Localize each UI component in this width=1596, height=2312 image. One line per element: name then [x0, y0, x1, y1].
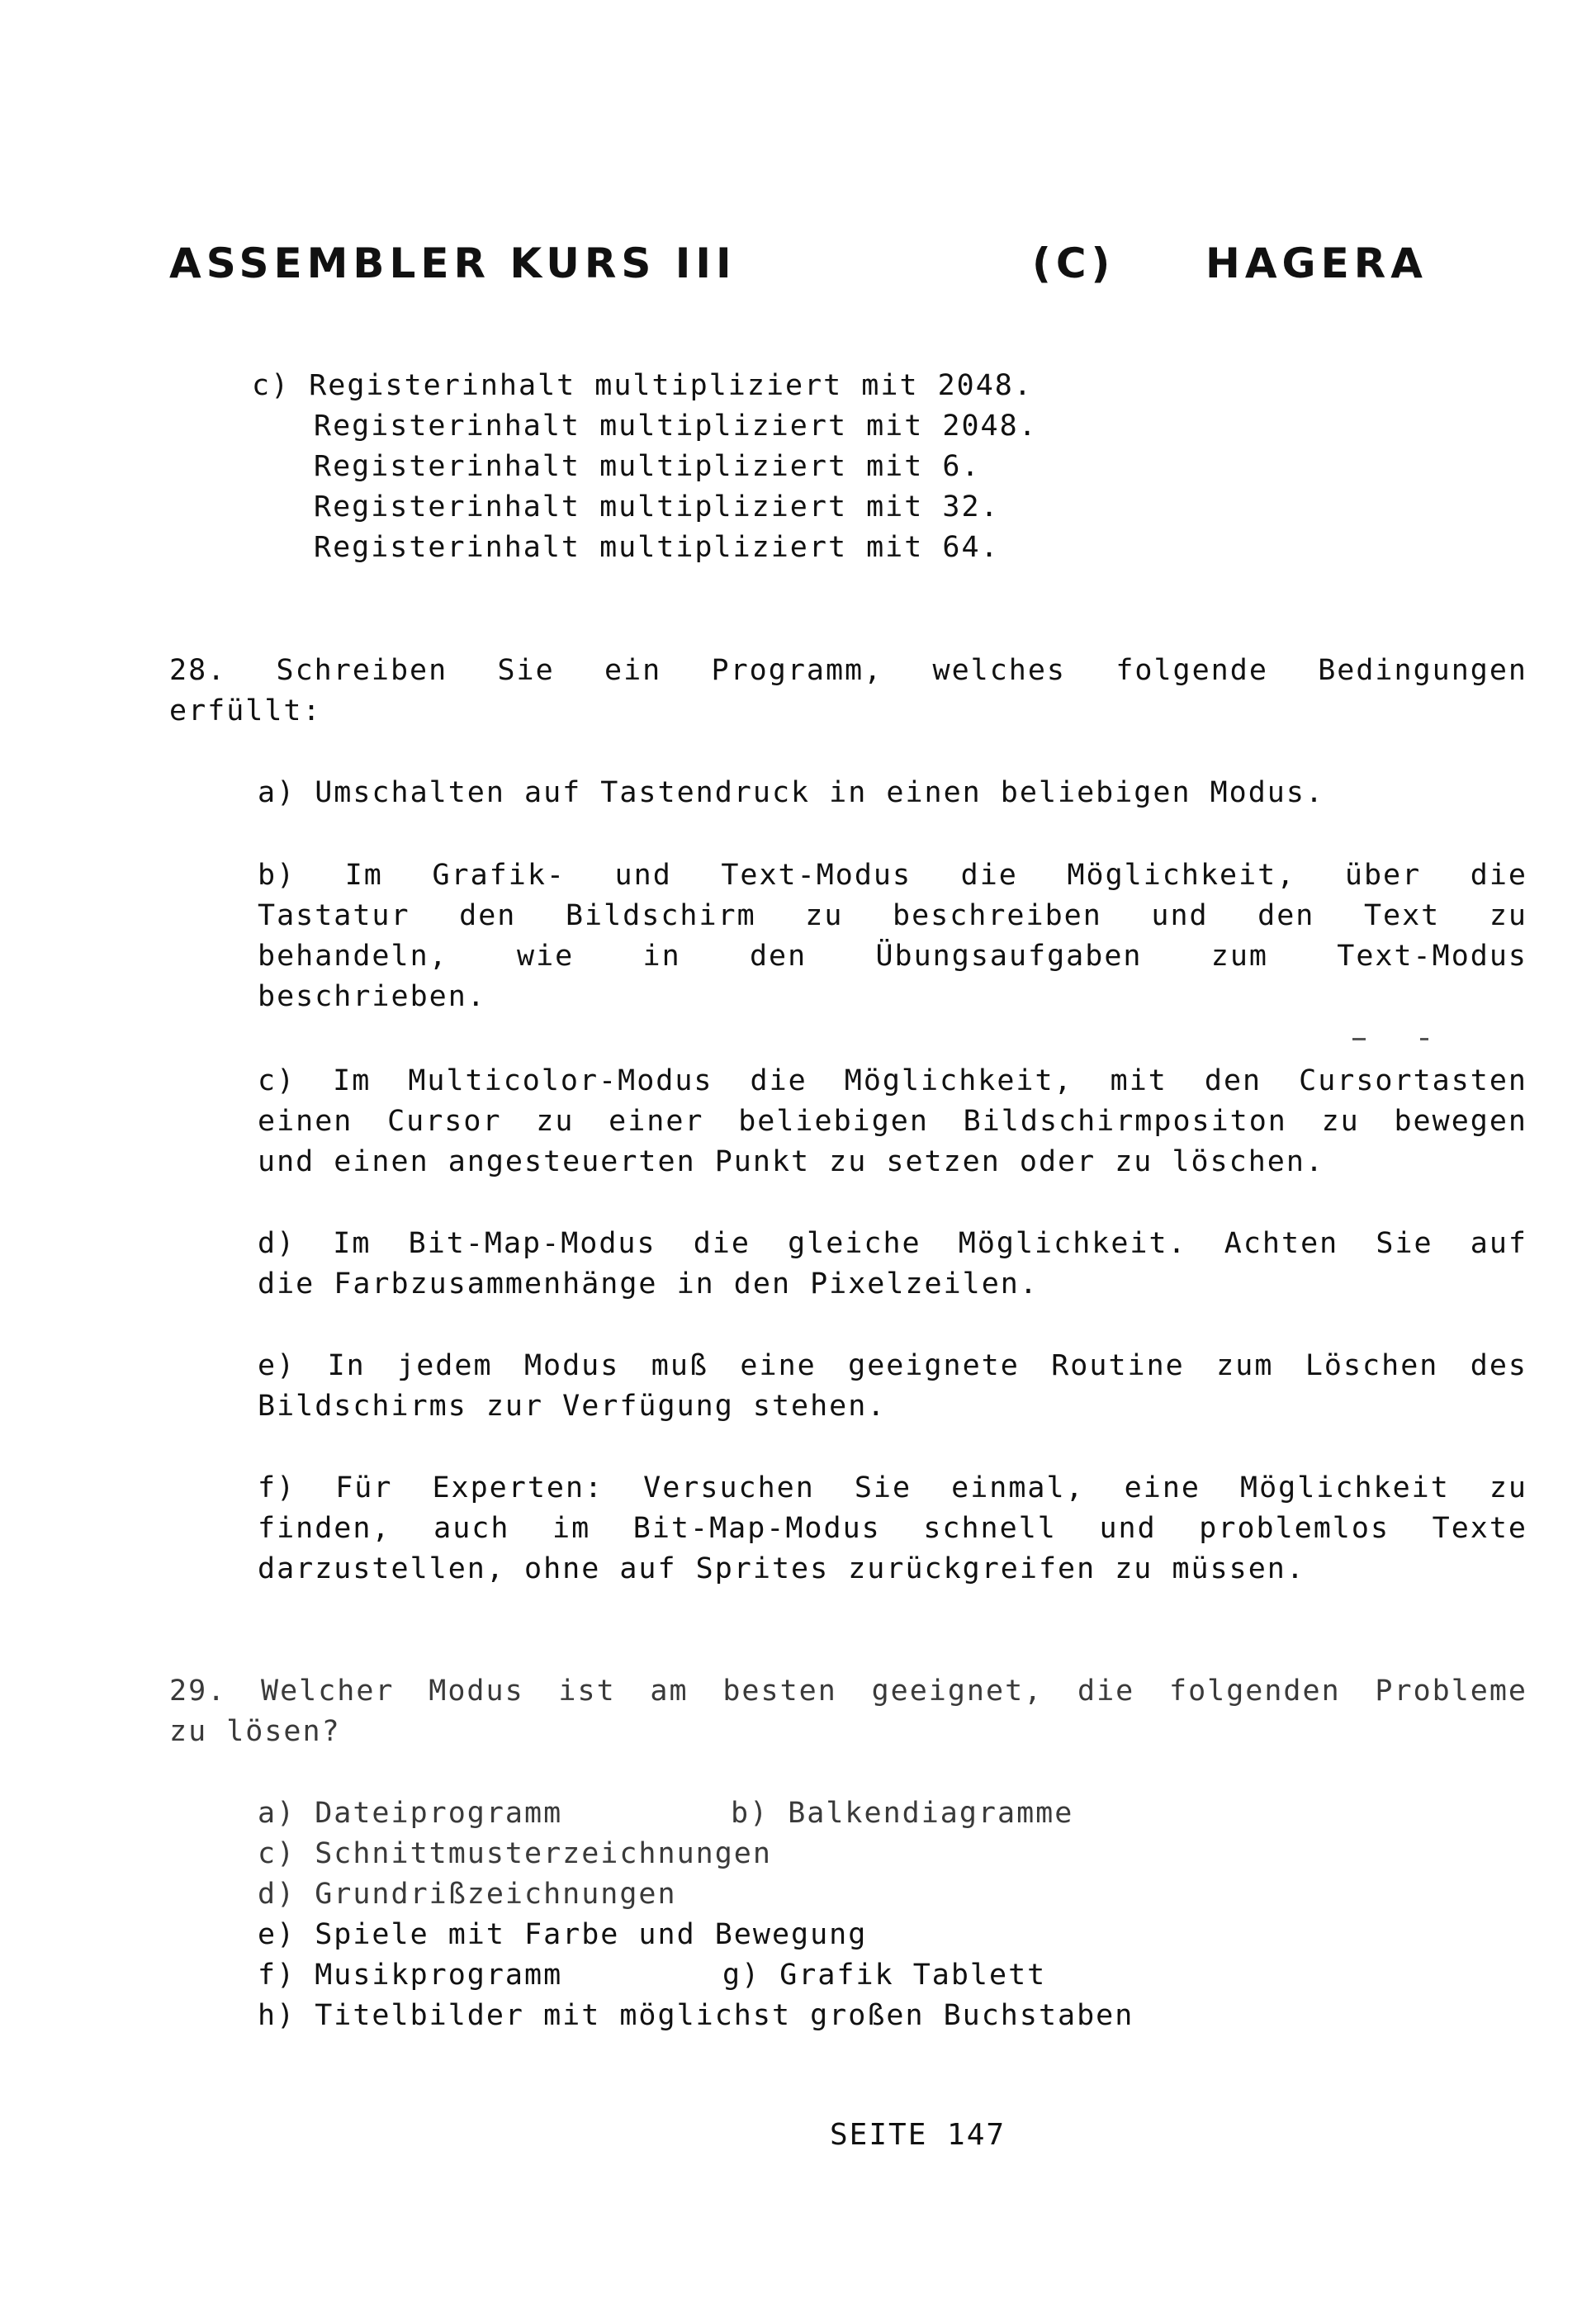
task-28-item-e-line-2: Bildschirms zur Verfügung stehen.	[258, 1390, 887, 1423]
task-28-item-f-line-3: darzustellen, ohne auf Sprites zurückgreifen zu müssen.	[258, 1552, 1305, 1585]
task-29-item-d: d) Grundrißzeichnungen	[258, 1878, 677, 1911]
task-28-item-c-line-3: und einen angesteuerten Punkt zu setzen oder zu löschen.	[258, 1145, 1325, 1178]
prev-item-c-line-2: Registerinhalt multipliziert mit 2048.	[314, 410, 1038, 443]
task-29-item-h: h) Titelbilder mit möglichst großen Buchstaben	[258, 1999, 1134, 2032]
task-29-item-e: e) Spiele mit Farbe und Bewegung	[258, 1918, 868, 1951]
task-28-item-f-line-1: f) Für Experten: Versuchen Sie einmal, eine Möglichkeit zu	[258, 1471, 1527, 1504]
header-copyright: (C)	[1032, 239, 1115, 287]
prev-item-c-line-1: c) Registerinhalt multipliziert mit 2048.	[252, 369, 1033, 402]
task-28-item-e-line-1: e) In jedem Modus muß eine geeignete Routine zum Löschen des	[258, 1349, 1527, 1382]
task-29-heading: 29. Welcher Modus ist am besten geeignet, die folgenden Probleme	[169, 1675, 1527, 1708]
task-28-item-b-line-1: b) Im Grafik- und Text-Modus die Möglichkeit, über die	[258, 859, 1527, 892]
prev-item-c-line-4: Registerinhalt multipliziert mit 32.	[314, 490, 1000, 524]
page-header	[169, 239, 1457, 289]
task-28-item-d-line-2: die Farbzusammenhänge in den Pixelzeilen.	[258, 1267, 1039, 1300]
task-28-item-b-line-4: beschrieben.	[258, 980, 486, 1013]
task-29-item-f: f) Musikprogramm	[258, 1959, 563, 1992]
task-28-item-a: a) Umschalten auf Tastendruck in einen beliebigen Modus.	[258, 776, 1325, 809]
header-course-title: ASSEMBLER KURS III	[169, 239, 736, 287]
task-29-heading-cont: zu lösen?	[169, 1715, 341, 1748]
stray-dash-mark	[1352, 1038, 1366, 1040]
task-28-item-b-line-3: behandeln, wie in den Übungsaufgaben zum Text-Modus	[258, 940, 1527, 973]
task-28-item-c-line-1: c) Im Multicolor-Modus die Möglichkeit, mit den Cursortasten	[258, 1064, 1527, 1097]
task-28-item-b-line-2: Tastatur den Bildschirm zu beschreiben und den Text zu	[258, 899, 1527, 932]
task-28-item-f-line-2: finden, auch im Bit-Map-Modus schnell und problemlos Texte	[258, 1512, 1527, 1545]
task-29-item-a: a) Dateiprogramm	[258, 1797, 563, 1830]
task-28-item-d-line-1: d) Im Bit-Map-Modus die gleiche Möglichkeit. Achten Sie auf	[258, 1227, 1527, 1260]
task-29-item-c: c) Schnittmusterzeichnungen	[258, 1837, 772, 1870]
task-28-heading-cont: erfüllt:	[169, 694, 322, 727]
prev-item-c-line-3: Registerinhalt multipliziert mit 6.	[314, 450, 981, 483]
task-29-item-g: g) Grafik Tablett	[722, 1959, 1047, 1992]
stray-dash-mark-2	[1420, 1038, 1428, 1040]
task-28-heading: 28. Schreiben Sie ein Programm, welches folgende Bedingungen	[169, 654, 1527, 687]
prev-item-c-line-5: Registerinhalt multipliziert mit 64.	[314, 531, 1000, 564]
task-29-item-b: b) Balkendiagramme	[731, 1797, 1074, 1830]
page-number: SEITE 147	[830, 2118, 1006, 2152]
header-author: HAGERA	[1205, 239, 1428, 287]
task-28-item-c-line-2: einen Cursor zu einer beliebigen Bildschirmpositon zu bewegen	[258, 1105, 1527, 1138]
